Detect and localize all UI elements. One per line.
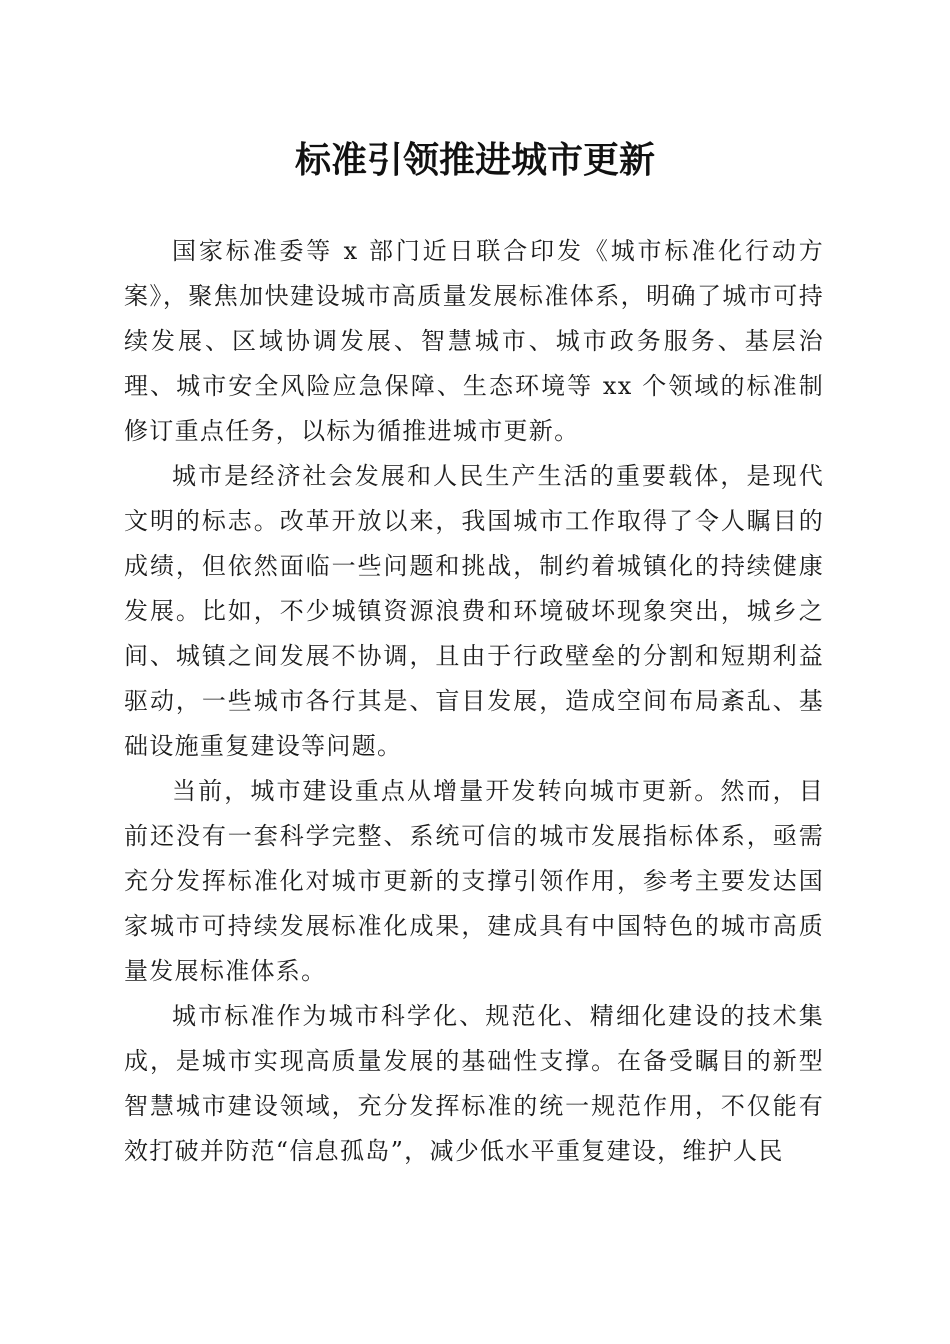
- paragraph-3: 当前，城市建设重点从增量开发转向城市更新。然而，目前还没有一套科学完整、系统可信的城市发展指标体系，亟需充分发挥标准化对城市更新的支撑引领作用，参考主要发达国家城市可持续发展标准化成果，建成具有中国特色的城市高质量发展标准体系。: [124, 777, 824, 985]
- paragraph-2: 城市是经济社会发展和人民生产生活的重要载体，是现代文明的标志。改革开放以来，我国城市工作取得了令人瞩目的成绩，但依然面临一些问题和挑战，制约着城镇化的持续健康发展。比如，不少城镇资源浪费和环境破坏现象突出，城乡之间、城镇之间发展不协调，且由于行政壁垒的分割和短期利益驱动，一些城市各行其是、盲目发展，造成空间布局紊乱、基础设施重复建设等问题。: [124, 462, 824, 760]
- document-title: 标准引领推进城市更新: [294, 139, 655, 181]
- paragraph-4: 城市标准作为城市科学化、规范化、精细化建设的技术集成，是城市实现高质量发展的基础性支撑。在备受瞩目的新型智慧城市建设领域，充分发挥标准的统一规范作用，不仅能有效打破并防范“信息孤岛”，减少低水平重复建设，维护人民: [124, 1002, 824, 1165]
- paragraph-1: 国家标准委等 x 部门近日联合印发《城市标准化行动方案》，聚焦加快建设城市高质量发展标准体系，明确了城市可持续发展、区域协调发展、智慧城市、城市政务服务、基层治理、城市安全风险应急保障、生态环境等 xx 个领域的标准制修订重点任务，以标为循推进城市更新。: [124, 237, 824, 445]
- document-body: [124, 229, 824, 1174]
